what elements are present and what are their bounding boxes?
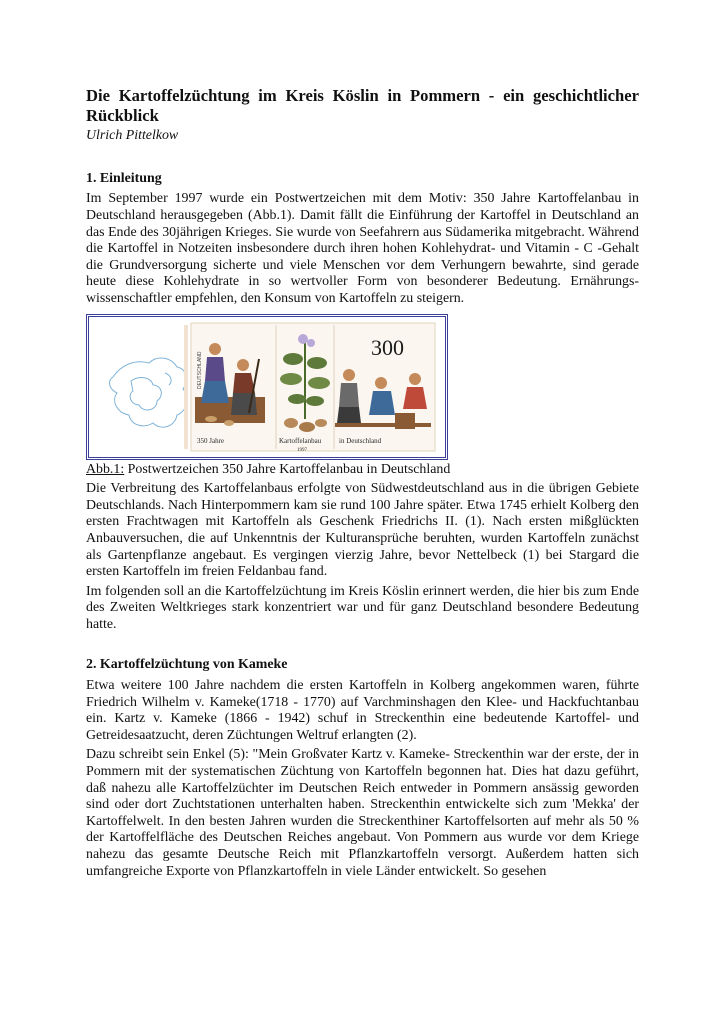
section-heading-einleitung: 1. Einleitung: [86, 170, 162, 186]
paragraph-verbreitung: Die Verbreitung des Kartoffelanbaus erfolgte von Südwestdeutschland aus in die übrigen Gebiete Deutschlands. Nach Hinterpommern kam sie rund 100 Jahre später. Etwa 1745 erhielt Kolberg den ersten Frachtwagen mit Kartoffeln als Geschenk Friedrichs II. (1). Nach ersten mißglückten Anbauversuchen, die auf Unkenntnis der Kulturansprüche beruhten, wurden Kartoffeln zunächst als Gartenpflanze angebaut. Es vergingen vierzig Jahre, bevor Nettelbeck (1) bei Stargard die ersten Kartoffeln im freien Feldanbau fand.: [86, 481, 639, 580]
paragraph-im-folgenden: Im folgenden soll an die Kartoffelzüchtung im Kreis Köslin erinnert werden, die hier bis zum Ende des Zweiten Weltkrieges stark konzentriert war und für ganz Deutschland besondere Bedeutung hatte.: [86, 583, 639, 632]
stamp-country: DEUTSCHLAND: [197, 351, 203, 389]
caption-label: Abb.1:: [86, 461, 125, 477]
stamp-body: [191, 323, 435, 453]
stamp-caption-1: 350 Jahre: [197, 436, 225, 445]
stamp-caption-2: Kartoffelanbau: [279, 436, 322, 445]
figure-caption: [86, 462, 639, 479]
map-outline-icon: [110, 358, 188, 427]
document-page: [86, 86, 639, 880]
section-heading-kameke: 2. Kartoffelzüchtung von Kameke: [86, 657, 288, 673]
stamp-illustration: [91, 319, 443, 455]
stamp-year: 1997: [297, 447, 307, 453]
caption-text: Postwertzeichen 350 Jahre Kartoffelanbau in Deutschland: [124, 461, 451, 477]
figure-stamp: [86, 314, 448, 460]
paragraph-intro: Im September 1997 wurde ein Postwertzeichen mit dem Motiv: 350 Jahre Kartoffelanbau in Deutschland herausgegeben (Abb.1). Damit fällt die Einführung der Kartoffel in Deutschland an das Ende des 30jährigen Krieges. Sie wurde von Seefahrern aus Südamerika mitgebracht. Während die Kartoffel in Notzeiten insbesondere durch ihren hohen Kohlehydrat- und Vitamin - C -Gehalt die Grundversorgung sicherte und viele Menschen vor dem Verhungern bewahrte, sind gerade heute diese Kohlehydrate in so wertvoller Form von besonderer Bedeutung. Ernährungs-wissenschaftler empfehlen, den Konsum von Kartoffeln zu steigern.: [86, 191, 639, 306]
paragraph-kameke-2: Dazu schreibt sein Enkel (5): "Mein Großvater Kartz v. Kameke- Streckenthin war der erste, der in Pommern mit der systematischen Züchtung von Kartoffeln begonnen hat. Dies hat dazu geführt, daß nahezu alle Kartoffelzüchter im Deutschen Reich entweder in Pommern ansässig geworden sind oder dort Zuchtstationen unterhalten haben. Streckenthin entwickelte sich zum 'Mekka' der Kartoffelwelt. In den besten Jahren wurden die Streckenthiner Kartoffelsorten auf mehr als 50 % der Kartoffelfläche des Deutschen Reiches angebaut. Von Pommern aus wurde vor dem Kriege nahezu das gesamte Deutsche Reich mit Pflanzkartoffeln versorgt. Außerdem hatten sich umfangreiche Exporte von Pflanzkartoffeln in viele Länder entwickelt. So gesehen: [86, 747, 639, 879]
stamp-value: 300: [371, 334, 404, 360]
stamp-caption-3: in Deutschland: [339, 436, 382, 445]
document-title: Die Kartoffelzüchtung im Kreis Köslin in Pommern - ein geschichtlicher Rückblick: [86, 86, 639, 125]
paragraph-kameke-1: Etwa weitere 100 Jahre nachdem die ersten Kartoffeln in Kolberg angekommen waren, führte Friedrich Wilhelm v. Kameke(1718 - 1770) auf Varchminshagen den Klee- und Hackfuchtanbau ein. Kartz v. Kameke (1866 - 1942) schuf in Streckenthin eine bedeutende Kartoffel- und Getreidesaatzucht, deren Züchtungen Weltruf erlangten (2).: [86, 678, 639, 743]
author-name: Ulrich Pittelkow: [86, 128, 179, 144]
